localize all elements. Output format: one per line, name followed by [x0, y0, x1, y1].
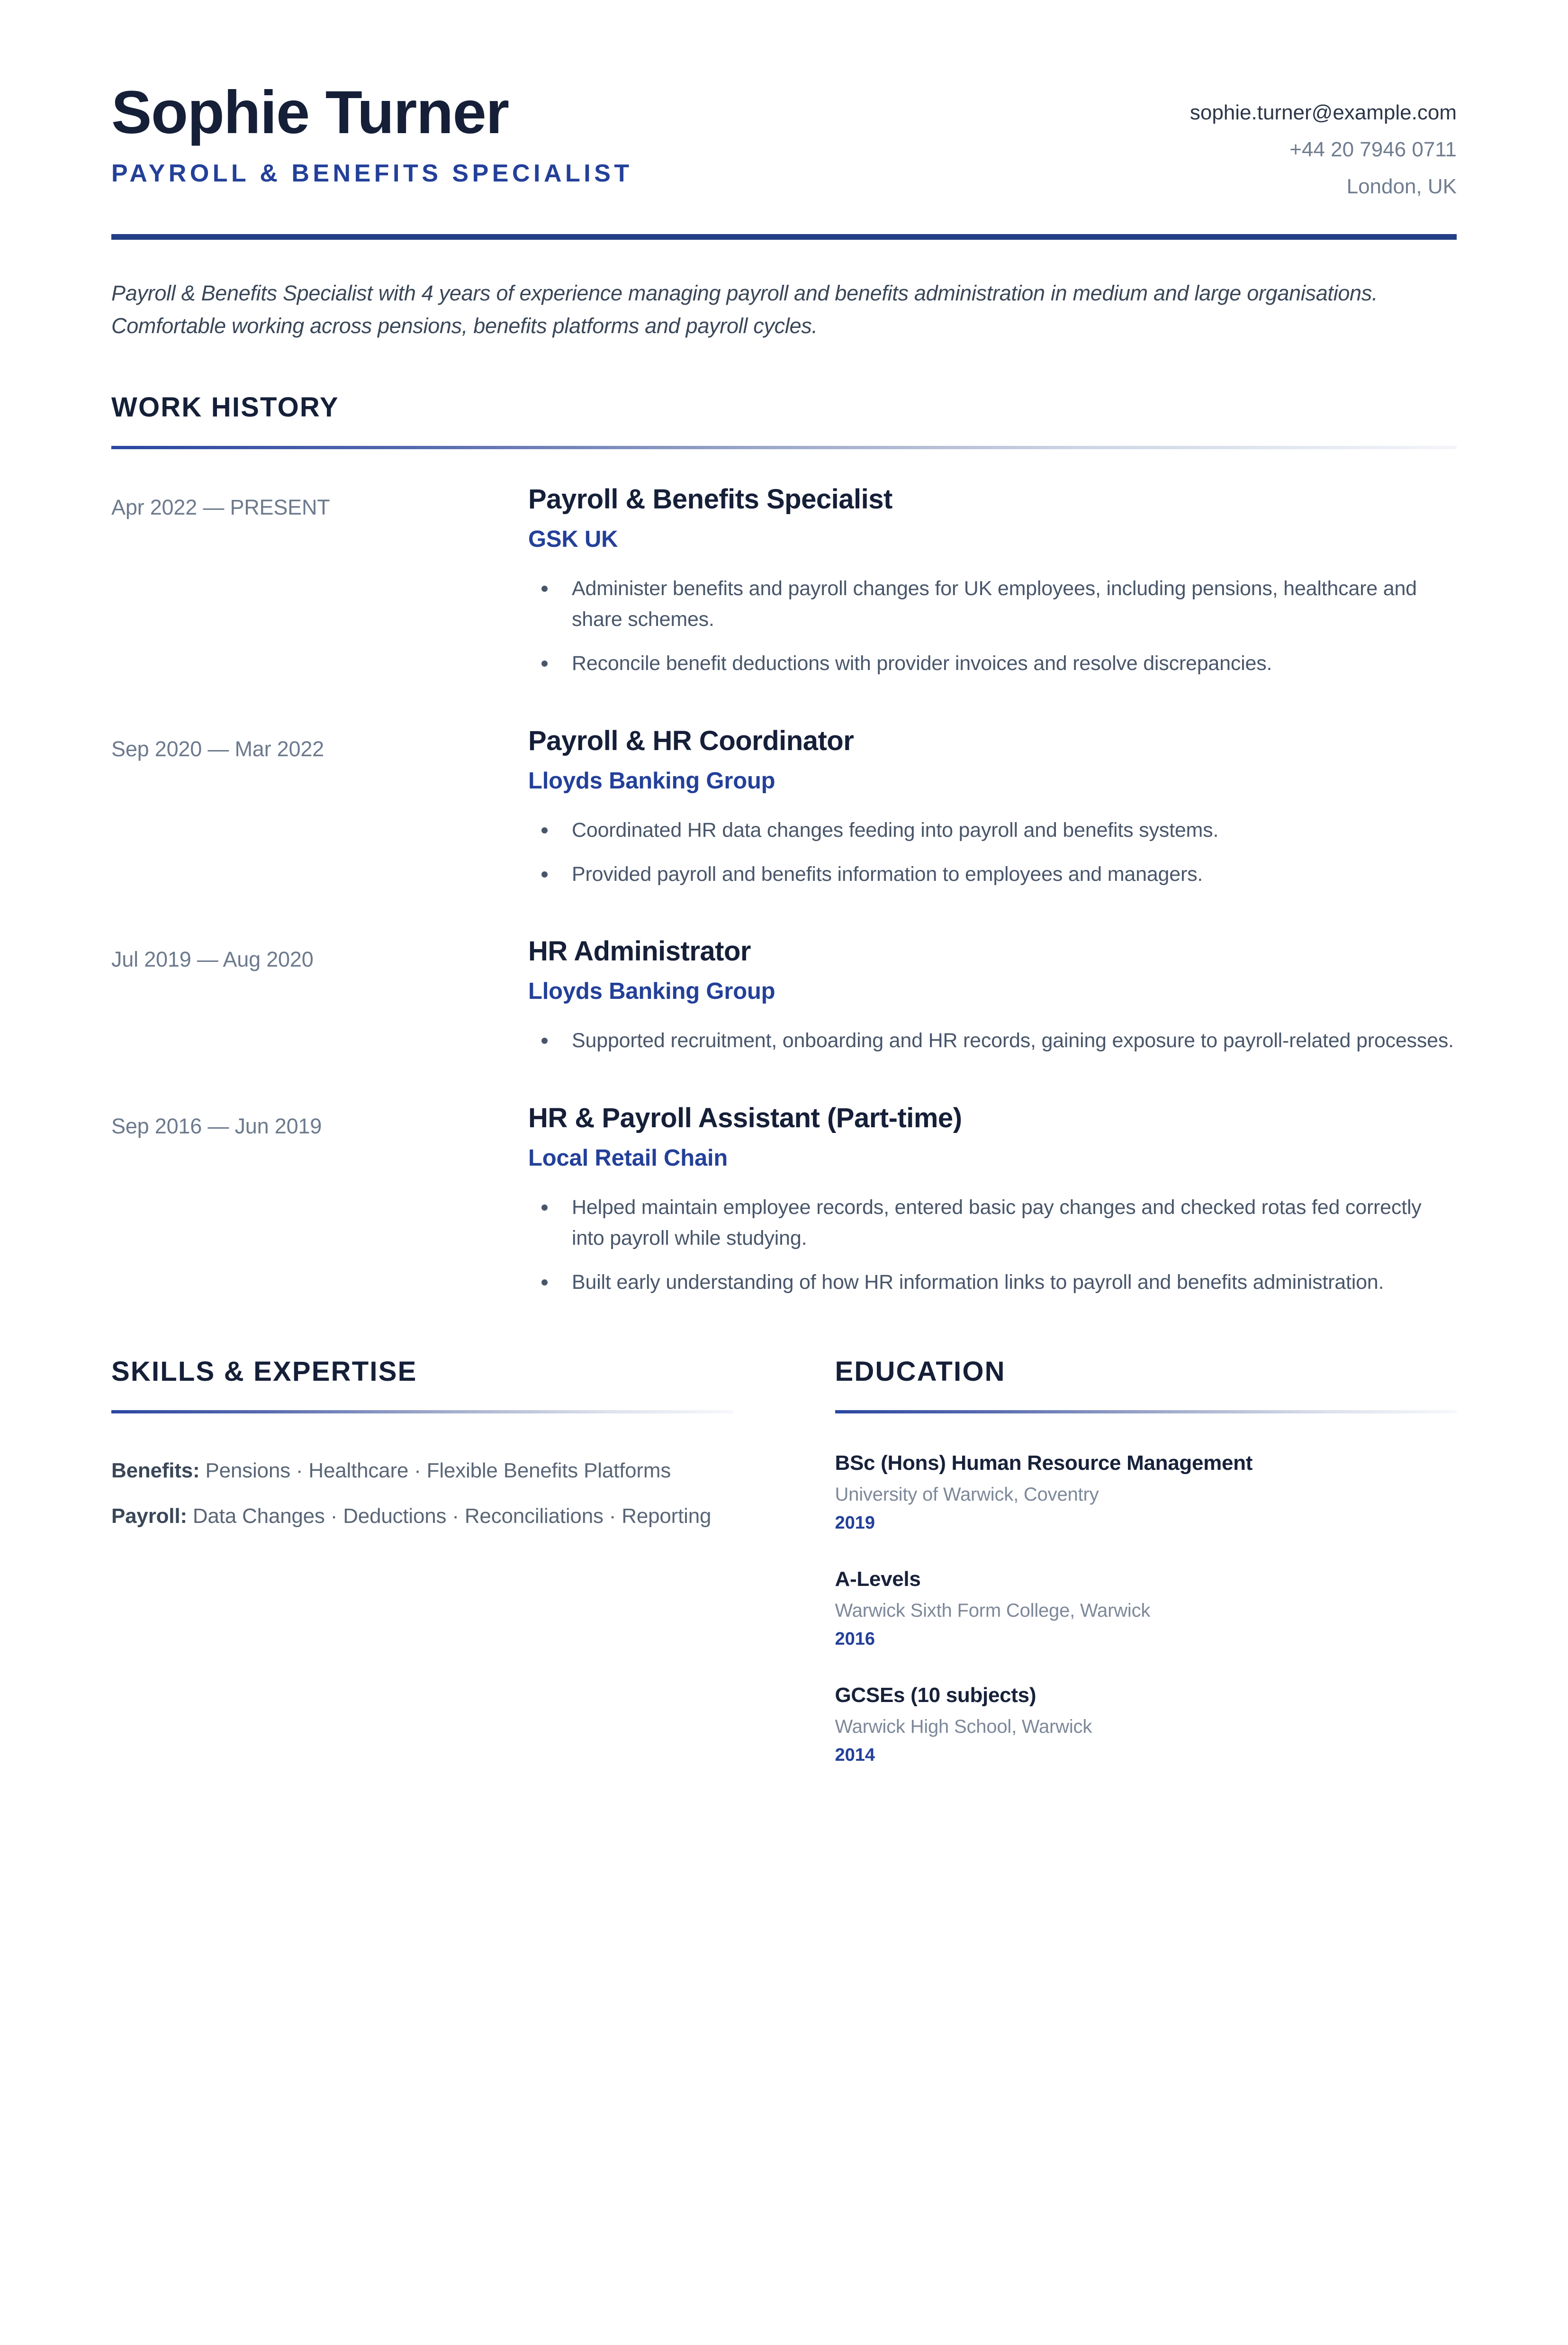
- professional-summary: Payroll & Benefits Specialist with 4 years of experience managing payroll and benefits administration in medium and large organisations. Comfortable working across pensions, benefits platforms and payroll cycles.: [111, 281, 1378, 338]
- education-list: [835, 1451, 1457, 1766]
- resume-header: [111, 76, 1457, 197]
- contact-details: [1190, 76, 1457, 197]
- job-bullet: Provided payroll and benefits information to employees and managers.: [528, 859, 1457, 890]
- job-bullet: Coordinated HR data changes feeding into payroll and benefits systems.: [528, 815, 1457, 846]
- job-bullet: Helped maintain employee records, entered basic pay changes and checked rotas fed correctly into payroll while studying.: [528, 1192, 1457, 1254]
- job-details: [528, 726, 1457, 890]
- education-year: 2016: [835, 1629, 875, 1649]
- job-bullet: Supported recruitment, onboarding and HR records, gaining exposure to payroll-related processes.: [528, 1025, 1457, 1056]
- contact-phone[interactable]: +44 20 7946 0711: [1289, 138, 1457, 161]
- education-year: 2019: [835, 1512, 875, 1533]
- education-heading: EDUCATION: [835, 1356, 1006, 1387]
- skill-values: Data Changes · Deductions · Reconciliations · Reporting: [187, 1504, 712, 1528]
- education-school: Warwick Sixth Form College, Warwick: [835, 1600, 1151, 1621]
- job-dates: Jul 2019 — Aug 2020: [111, 947, 314, 972]
- job-bullet-list: [528, 1192, 1457, 1298]
- skill-row: [111, 1453, 733, 1488]
- education-item: [835, 1451, 1457, 1533]
- bottom-columns: [111, 1358, 1457, 1766]
- job-entry: [111, 726, 1457, 890]
- job-company: Lloyds Banking Group: [528, 978, 775, 1005]
- candidate-job-title: PAYROLL & BENEFITS SPECIALIST: [111, 160, 633, 187]
- skill-category-label: Payroll:: [111, 1504, 187, 1528]
- skills-divider: [111, 1410, 733, 1413]
- job-bullet: Reconcile benefit deductions with provider invoices and resolve discrepancies.: [528, 648, 1457, 679]
- skill-row: [111, 1499, 733, 1534]
- contact-location: London, UK: [1346, 175, 1457, 198]
- education-divider: [835, 1410, 1457, 1413]
- work-history-divider: [111, 446, 1457, 449]
- job-bullet-list: [528, 815, 1457, 890]
- job-role: Payroll & HR Coordinator: [528, 725, 854, 756]
- education-item: [835, 1567, 1457, 1649]
- candidate-name: Sophie Turner: [111, 79, 509, 146]
- job-bullet: Administer benefits and payroll changes for UK employees, including pensions, healthcare and share schemes.: [528, 573, 1457, 635]
- job-bullet: Built early understanding of how HR information links to payroll and benefits administration.: [528, 1267, 1457, 1298]
- job-role: Payroll & Benefits Specialist: [528, 483, 892, 515]
- education-degree: GCSEs (10 subjects): [835, 1683, 1036, 1707]
- job-role: HR Administrator: [528, 936, 751, 967]
- skills-section: [111, 1358, 733, 1766]
- contact-email[interactable]: sophie.turner@example.com: [1190, 101, 1457, 124]
- education-degree: A-Levels: [835, 1567, 921, 1591]
- work-history-section: [111, 391, 1457, 1298]
- job-details: [528, 936, 1457, 1056]
- skills-list: [111, 1453, 733, 1534]
- job-entry: [111, 484, 1457, 679]
- job-bullet-list: [528, 1025, 1457, 1056]
- work-history-heading: WORK HISTORY: [111, 391, 339, 423]
- job-role: HR & Payroll Assistant (Part-time): [528, 1102, 962, 1133]
- skill-category-label: Benefits:: [111, 1458, 200, 1482]
- job-details: [528, 484, 1457, 679]
- education-school: University of Warwick, Coventry: [835, 1484, 1099, 1505]
- work-history-list: [111, 484, 1457, 1298]
- job-dates: Sep 2016 — Jun 2019: [111, 1114, 322, 1138]
- education-year: 2014: [835, 1745, 875, 1766]
- job-company: Local Retail Chain: [528, 1145, 728, 1171]
- job-entry: [111, 936, 1457, 1056]
- job-dates: Sep 2020 — Mar 2022: [111, 736, 324, 761]
- header-identity: [111, 76, 633, 187]
- education-degree: BSc (Hons) Human Resource Management: [835, 1451, 1253, 1475]
- education-section: [835, 1358, 1457, 1766]
- education-item: [835, 1684, 1457, 1766]
- job-dates: Apr 2022 — PRESENT: [111, 495, 330, 519]
- job-entry: [111, 1103, 1457, 1298]
- job-company: GSK UK: [528, 526, 618, 552]
- job-details: [528, 1103, 1457, 1298]
- job-company: Lloyds Banking Group: [528, 768, 775, 794]
- header-divider: [111, 234, 1457, 240]
- skill-values: Pensions · Healthcare · Flexible Benefits Platforms: [199, 1458, 671, 1482]
- education-school: Warwick High School, Warwick: [835, 1716, 1092, 1738]
- job-bullet-list: [528, 573, 1457, 679]
- skills-heading: SKILLS & EXPERTISE: [111, 1356, 417, 1387]
